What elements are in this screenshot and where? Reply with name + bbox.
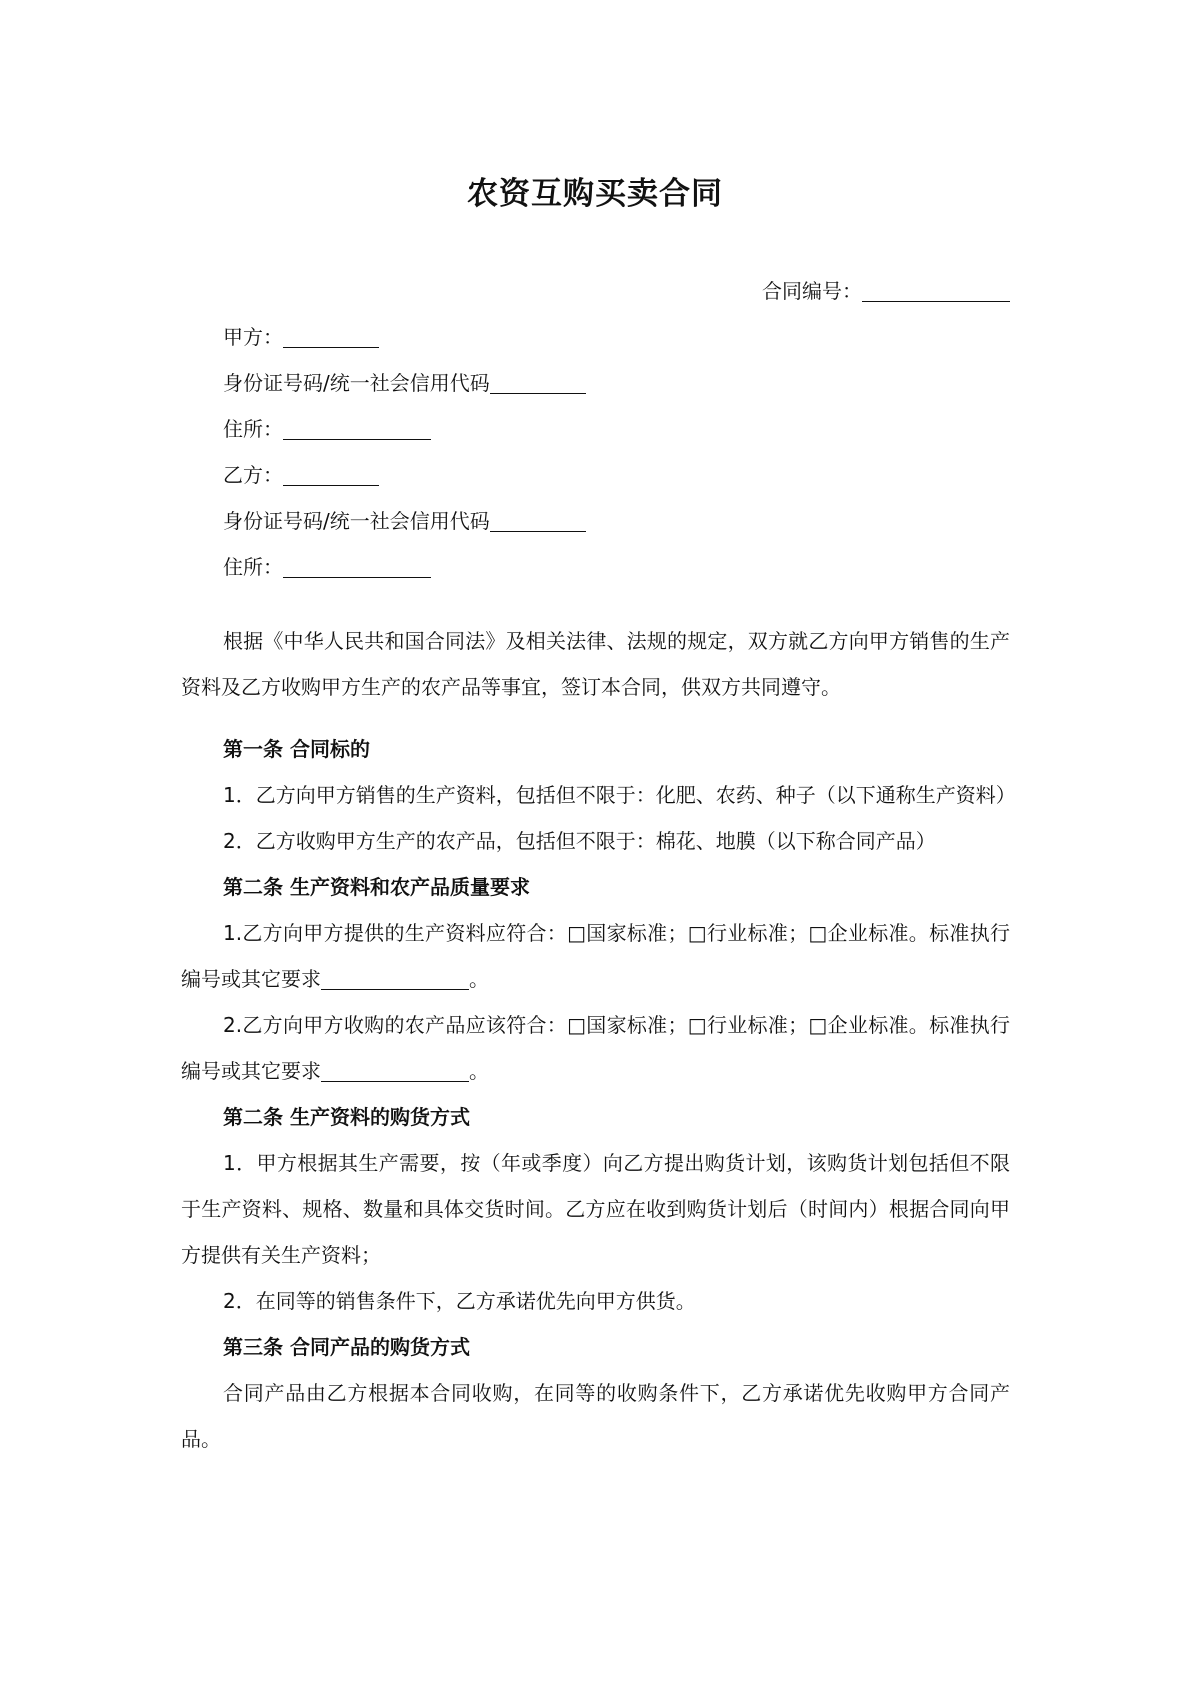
article-2-item-2-text: 2.乙方向甲方收购的农产品应该符合：□国家标准；□行业标准；□企业标准。标准执行编号或其它要求 [181,1013,1010,1083]
contract-number-label: 合同编号： [762,279,862,303]
party-a-id-line [181,360,1010,406]
contract-number-line [181,268,1010,314]
party-a-id-blank[interactable] [490,373,586,394]
article-3-body: 合同产品由乙方根据本合同收购，在同等的收购条件下，乙方承诺优先收购甲方合同产品。 [181,1381,1010,1451]
spacer [181,590,1010,618]
party-b-id-line [181,498,1010,544]
party-b-id-label: 身份证号码/统一社会信用代码 [223,509,490,533]
party-b-line [181,452,1010,498]
party-a-line [181,314,1010,360]
contract-number-blank[interactable] [862,281,1010,302]
article-3-heading: 第三条 合同产品的购货方式 [223,1335,470,1359]
article-1-item-2: 2．乙方收购甲方生产的农产品，包括但不限于：棉花、地膜（以下称合同产品） [223,829,936,853]
intro-paragraph: 根据《中华人民共和国合同法》及相关法律、法规的规定，双方就乙方向甲方销售的生产资料及乙方收购甲方生产的农产品等事宜，签订本合同，供双方共同遵守。 [181,629,1010,699]
document-body [181,268,1016,1462]
party-a-id-label: 身份证号码/统一社会信用代码 [223,371,490,395]
article-2b-heading: 第二条 生产资料的购货方式 [223,1105,470,1129]
standard-code-blank-2[interactable] [321,1061,469,1082]
document-title: 农资互购买卖合同 [467,176,723,212]
article-2b-item-2: 2．在同等的销售条件下，乙方承诺优先向甲方供货。 [223,1289,696,1313]
party-a-address-blank[interactable] [283,419,431,440]
article-2-heading: 第二条 生产资料和农产品质量要求 [223,875,530,899]
article-1-item-1: 1．乙方向甲方销售的生产资料，包括但不限于：化肥、农药、种子（以下通称生产资料） [223,783,1016,807]
article-2b-item-1: 1．甲方根据其生产需要，按（年或季度）向乙方提出购货计划，该购货计划包括但不限于生产资料、规格、数量和具体交货时间。乙方应在收到购货计划后（时间内）根据合同向甲方提供有关生产资料； [181,1151,1010,1267]
party-b-label: 乙方： [223,463,283,487]
party-a-address-line [181,406,1010,452]
article-2-item-1 [181,910,1010,1002]
party-b-address-line [181,544,1010,590]
party-b-id-blank[interactable] [490,511,586,532]
spacer [181,710,1010,726]
party-b-address-blank[interactable] [283,557,431,578]
article-2-item-2-end: 。 [469,1059,489,1083]
standard-code-blank-1[interactable] [321,969,469,990]
article-2-item-1-text: 1.乙方向甲方提供的生产资料应符合：□国家标准；□行业标准；□企业标准。标准执行编号或其它要求 [181,921,1010,991]
article-2-item-2 [181,1002,1010,1094]
party-b-blank[interactable] [283,465,379,486]
article-1-heading: 第一条 合同标的 [223,737,370,761]
party-b-address-label: 住所： [223,555,283,579]
party-a-blank[interactable] [283,327,379,348]
party-a-address-label: 住所： [223,417,283,441]
article-2-item-1-end: 。 [469,967,489,991]
party-a-label: 甲方： [223,325,283,349]
